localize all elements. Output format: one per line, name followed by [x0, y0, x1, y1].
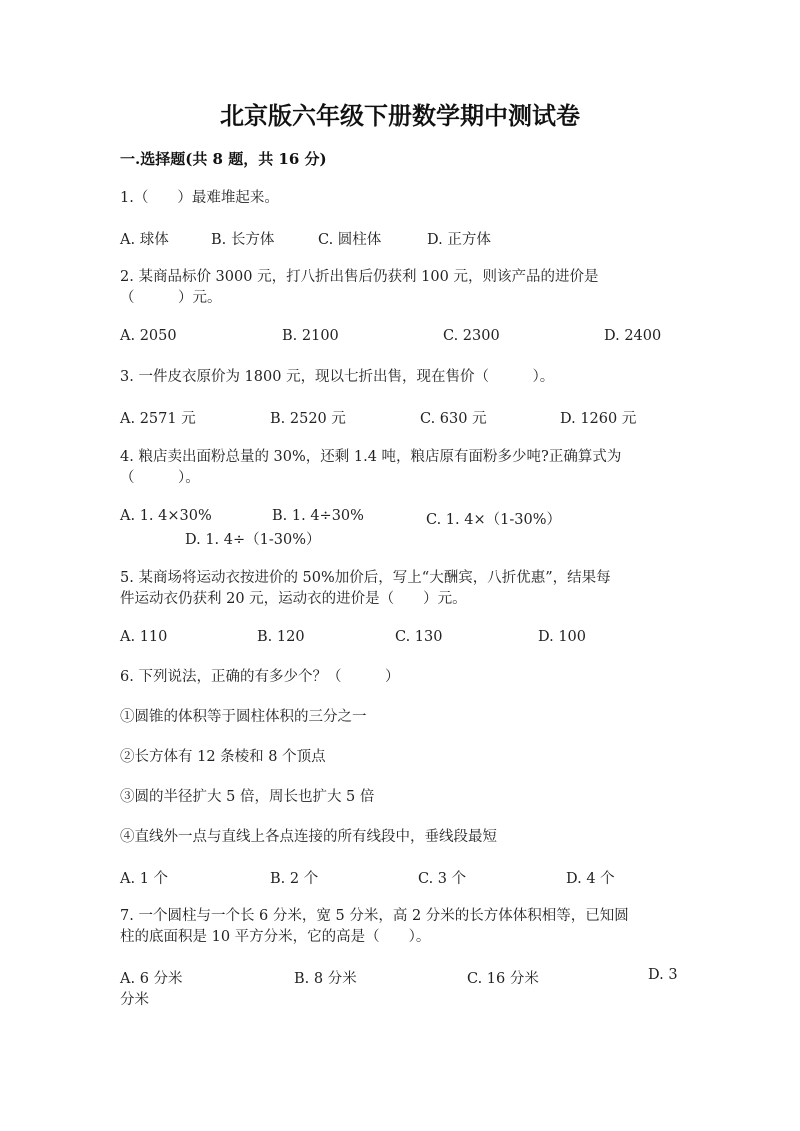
question-stem-line-2: （ ）元。 — [120, 290, 222, 306]
option-a: A. 1 个 — [120, 871, 169, 887]
question-stem-line-2: （ ）。 — [120, 470, 200, 486]
option-c: C. 16 分米 — [467, 971, 539, 987]
statement-text: ②长方体有 12 条棱和 8 个顶点 — [120, 749, 326, 765]
option-a: A. 110 — [120, 629, 168, 645]
statement-text: ①圆锥的体积等于圆柱体积的三分之一 — [120, 709, 367, 725]
option-b: B. 120 — [257, 629, 305, 645]
options-q2 — [120, 328, 700, 350]
question-stem-line-2: 件运动衣仍获利 20 元，运动衣的进价是（ ）元。 — [120, 591, 467, 607]
option-d-continued: 分米 — [120, 992, 149, 1008]
question-stem: 6. 下列说法，正确的有多少个？（ ） — [120, 669, 400, 685]
option-c: C. 630 元 — [420, 411, 487, 427]
option-d: D. 3 — [648, 967, 678, 983]
option-a: A. 2050 — [120, 328, 177, 344]
option-b: B. 8 分米 — [294, 971, 357, 987]
options-q3 — [120, 407, 700, 429]
question-7 — [120, 906, 629, 948]
option-b: B. 1. 4÷30% — [272, 508, 364, 524]
option-c: C. 圆柱体 — [318, 232, 382, 248]
option-d: D. 4 个 — [566, 871, 615, 887]
options-q6 — [120, 867, 700, 889]
question-stem-line-1: 5. 某商场将运动衣按进价的 50%加价后，写上“大酬宾，八折优惠”，结果每 — [120, 570, 611, 586]
option-c: C. 1. 4×（1-30%） — [426, 512, 561, 528]
question-stem: 3. 一件皮衣原价为 1800 元，现以七折出售，现在售价（ ）。 — [120, 369, 555, 385]
question-2 — [120, 267, 598, 309]
question-4 — [120, 447, 621, 489]
question-5 — [120, 568, 611, 610]
option-d: D. 2400 — [604, 328, 662, 344]
option-a: A. 球体 — [120, 232, 169, 248]
section-heading: 一.选择题(共 8 题，共 16 分) — [120, 150, 327, 168]
option-b: B. 2520 元 — [270, 411, 346, 427]
statement-text: ③圆的半径扩大 5 倍，周长也扩大 5 倍 — [120, 789, 375, 805]
statement-4 — [120, 827, 497, 848]
option-d: D. 正方体 — [427, 232, 491, 248]
option-d: D. 1. 4÷（1-30%） — [185, 532, 321, 548]
options-q7 — [120, 967, 700, 989]
page-title: 北京版六年级下册数学期中测试卷 — [220, 101, 580, 130]
option-a: A. 1. 4×30% — [120, 508, 212, 524]
question-stem-line-1: 4. 粮店卖出面粉总量的 30%，还剩 1.4 吨，粮店原有面粉多少吨?正确算式为 — [120, 449, 622, 465]
question-stem-line-1: 7. 一个圆柱与一个长 6 分米，宽 5 分米，高 2 分米的长方体体积相等，已知圆 — [120, 908, 629, 924]
statement-2 — [120, 747, 326, 768]
options-q5 — [120, 629, 700, 651]
statement-text: ④直线外一点与直线上各点连接的所有线段中，垂线段最短 — [120, 829, 497, 845]
option-d: D. 1260 元 — [560, 411, 637, 427]
option-d: D. 100 — [538, 629, 587, 645]
option-c: C. 3 个 — [418, 871, 467, 887]
option-c: C. 130 — [395, 629, 443, 645]
question-stem-line-1: 2. 某商品标价 3000 元，打八折出售后仍获利 100 元，则该产品的进价是 — [120, 269, 599, 285]
question-3 — [120, 367, 554, 388]
options-q4 — [120, 508, 700, 530]
option-c: C. 2300 — [443, 328, 500, 344]
option-b: B. 2100 — [282, 328, 339, 344]
question-6 — [120, 667, 399, 688]
option-b: B. 长方体 — [211, 232, 275, 248]
option-a: A. 2571 元 — [120, 411, 196, 427]
option-a: A. 6 分米 — [120, 971, 183, 987]
statement-1 — [120, 707, 367, 728]
statement-3 — [120, 787, 374, 808]
question-stem-line-2: 柱的底面积是 10 平方分米，它的高是（ ）。 — [120, 929, 431, 945]
option-b: B. 2 个 — [270, 871, 319, 887]
options-q1 — [120, 228, 700, 250]
question-stem: 1.（ ）最难堆起来。 — [120, 190, 279, 206]
question-1 — [120, 188, 279, 209]
